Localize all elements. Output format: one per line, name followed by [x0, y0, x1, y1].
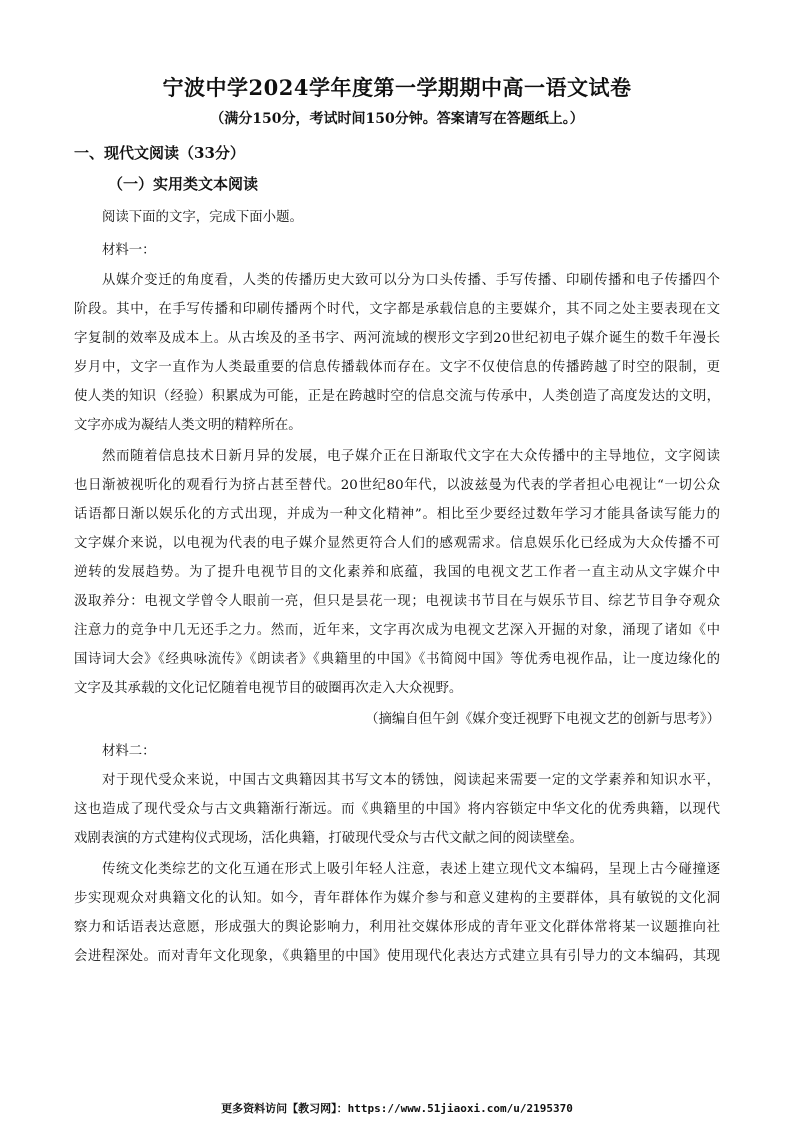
text-line: 注意力的竞争中几无还手之力。然而，近年来，文字再次成为电视文艺深入开掘的对象，涌现了诸如《中: [74, 623, 720, 638]
text-line: 察力和话语表达意愿，形成强大的舆论影响力，利用社交媒体形成的青年亚文化群体常将某一议题推向社: [74, 920, 720, 935]
reading-instruction: 阅读下面的文字，完成下面小题。: [102, 210, 303, 225]
text-line: 文字媒介来说，以电视为代表的电子媒介显然更符合人们的感观需求。信息娱乐化已经成为大众传播不可: [74, 536, 720, 551]
text-line: 会进程深处。而对青年文化现象，《典籍里的中国》使用现代化表达方式建立具有引导力的文本编码，其现: [74, 949, 720, 964]
text-line: 传统文化类综艺的文化互通在形式上吸引年轻人注意，表述上建立现代文本编码，呈现上古今碰撞逐: [102, 862, 720, 877]
subsection-heading: （一）实用类文本阅读: [108, 175, 259, 193]
text-line: 岁月中，文字一直作为人类最重要的信息传播载体而存在。文字不仅使信息的传播跨越了时空的限制，更: [74, 360, 720, 375]
page-title: 宁波中学2024学年度第一学期期中高一语文试卷: [162, 75, 632, 100]
text-line: 阶段。其中，在手写传播和印刷传播两个时代，文字都是承载信息的主要媒介，其不同之处主要表现在文: [74, 302, 720, 317]
text-line: 逆转的发展趋势。为了提升电视节目的文化素养和底蕴，我国的电视文艺工作者一直主动从文字媒介中: [74, 565, 720, 580]
text-line: 从媒介变迁的角度看，人类的传播历史大致可以分为口头传播、手写传播、印刷传播和电子传播四个: [102, 273, 720, 288]
text-line: 字复制的效率及成本上。从古埃及的圣书字、两河流域的楔形文字到20世纪初电子媒介诞生的数千年漫长: [74, 331, 720, 346]
text-line: 使人类的知识（经验）积累成为可能，正是在跨越时空的信息交流与传承中，人类创造了高度发达的文明，: [74, 389, 720, 404]
text-line: 然而随着信息技术日新月异的发展，电子媒介正在日渐取代文字在大众传播中的主导地位，文字阅读: [102, 449, 720, 464]
text-line: 文字亦成为凝结人类文明的精粹所在。: [74, 418, 302, 433]
footer-link[interactable]: https://www.51jiaoxi.com/u/2195370: [347, 1102, 573, 1115]
text-line: 这也造成了现代受众与古文典籍渐行渐远。而《典籍里的中国》将内容锁定中华文化的优秀典籍，以现代: [74, 802, 720, 817]
text-line: 也日渐被视听化的观看行为挤占甚至替代。20世纪80年代，以波兹曼为代表的学者担心电视让“一切公众: [74, 478, 720, 493]
text-line: 文字及其承载的文化记忆随着电视节目的破圈再次走入大众视野。: [74, 681, 463, 696]
section-heading: 一、现代文阅读（33分）: [74, 144, 245, 162]
text-line: 步实现观众对典籍文化的认知。如今，青年群体作为媒介参与和意义建构的主要群体，具有敏锐的文化洞: [74, 891, 720, 906]
material-label: 材料二：: [102, 744, 156, 759]
text-line: 话语都日渐以娱乐化的方式出现，并成为一种文化精神”。相比至少要经过数年学习才能具备读写能力的: [74, 507, 720, 522]
footer: [0, 1100, 794, 1116]
text-line: 对于现代受众来说，中国古文典籍因其书写文本的锈蚀，阅读起来需要一定的文学素养和知识水平，: [102, 773, 720, 788]
exam-instructions: （满分150分，考试时间150分钟。答案请写在答题纸上。）: [210, 111, 584, 127]
material-label: 材料一：: [102, 243, 156, 258]
footer-text: 更多资料访问【教习网】：: [221, 1102, 348, 1115]
text-line: 戏剧表演的方式建构仪式现场，活化典籍，打破现代受众与古代文献之间的阅读壁垒。: [74, 831, 583, 846]
text-line: 汲取养分：电视文学曾令人眼前一亮，但只是昙花一现；电视读书节目在与娱乐节目、综艺节目争夺观众: [74, 594, 720, 609]
text-line: 国诗词大会》《经典咏流传》《朗读者》《典籍里的中国》《书简阅中国》等优秀电视作品，让一度边缘化的: [74, 652, 720, 667]
source-citation: （摘编自但午剑《媒介变迁视野下电视文艺的创新与思考》）: [365, 712, 720, 727]
